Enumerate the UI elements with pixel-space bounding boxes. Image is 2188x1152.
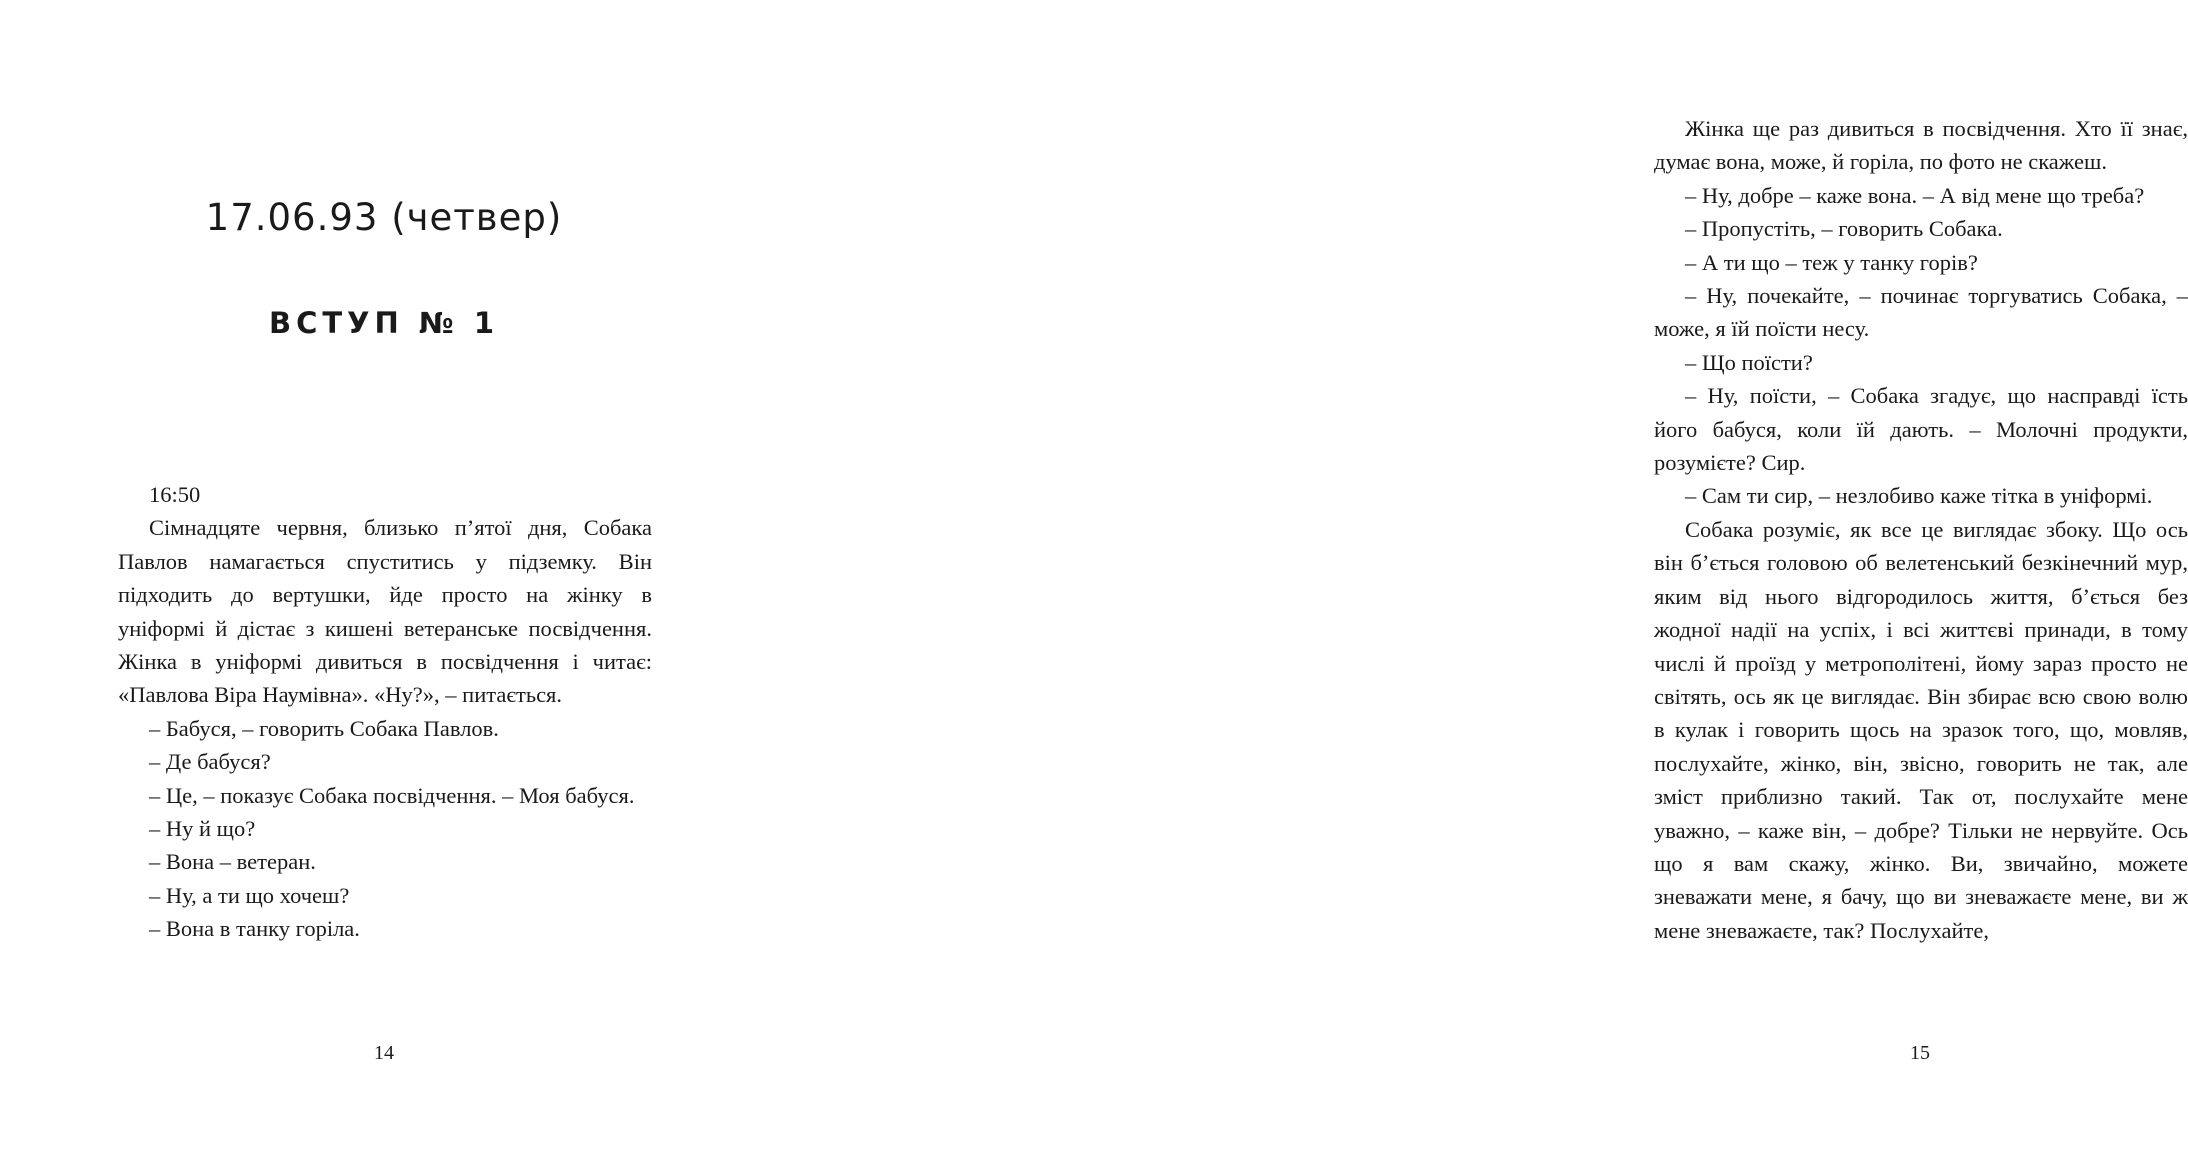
paragraph: – Пропустіть, – говорить Собака. — [1685, 216, 2003, 242]
paragraph: – Вона – ветеран. — [149, 849, 316, 875]
paragraph: – Де бабуся? — [149, 749, 271, 775]
paragraph: – Ну, добре – каже вона. – А від мене що треба? — [1685, 182, 2145, 208]
paragraph: – Вона в танку горіла. — [149, 916, 360, 942]
right-page-text — [1654, 112, 2188, 947]
paragraph: Жінка ще раз дивиться в посвідчення. Хто її знає, думає вона, може, й горіла, по фото не скажеш. — [1654, 116, 2188, 175]
paragraph: – А ти що – теж у танку горів? — [1685, 249, 1978, 275]
left-page-text — [118, 478, 652, 946]
paragraph: – Що поїсти? — [1685, 349, 1813, 375]
left-page — [0, 0, 768, 1152]
paragraph: Собака розуміє, як все це виглядає збоку. Що ось він б’ється головою об велетенський безкінечний мур, яким від нього відгородилось життя, б’ється без жодної надії на успіх, і всі життєві принади, в тому числі й проїзд у метрополітені, йому зараз просто не світять, ось як це виглядає. Він збирає всю свою волю в кулак і говорить щось на зразок того, що, мовляв, послухайте, жінко, він, звісно, говорить не так, але зміст приблизно такий. Так от, послухайте мене уважно, – каже він, – добре? Тільки не нервуйте. Ось що я вам скажу, жінко. Ви, звичайно, можете зневажати мене, я бачу, що ви зневажаєте мене, ви ж мене зневажаєте, так? Послухайте, — [1654, 516, 2188, 943]
paragraph: – Ну, поїсти, – Собака згадує, що насправді їсть його бабуся, коли їй дають. – Молочні продукти, розумієте? Сир. — [1654, 383, 2188, 476]
page-number: 15 — [1910, 1042, 1930, 1064]
paragraph: – Сам ти сир, – незлобиво каже тітка в уніформі. — [1685, 483, 2153, 509]
paragraph: – Ну, а ти що хочеш? — [149, 882, 350, 908]
page-number: 14 — [374, 1042, 394, 1064]
date-heading: 17.06.93 (четвер) — [205, 196, 563, 239]
time-stamp: 16:50 — [149, 482, 201, 507]
paragraph: – Це, – показує Собака посвідчення. – Моя бабуся. — [149, 782, 635, 808]
right-page — [768, 0, 2188, 1152]
section-heading: ВСТУП № 1 — [268, 306, 500, 340]
paragraph: – Бабуся, – говорить Собака Павлов. — [149, 715, 499, 741]
paragraph: Сімнадцяте червня, близько п’ятої дня, Собака Павлов намагається спуститись у підземку. Він підходить до вертушки, йде просто на жінку в уніформі й дістає з кишені ветеранське посвідчення. Жінка в уніформі дивиться в посвідчення і читає: «Павлова Віра Наумівна». «Ну?», – питається. — [118, 515, 652, 708]
paragraph: – Ну й що? — [149, 816, 256, 842]
paragraph: – Ну, почекайте, – починає торгуватись Собака, – може, я їй поїсти несу. — [1654, 283, 2188, 342]
